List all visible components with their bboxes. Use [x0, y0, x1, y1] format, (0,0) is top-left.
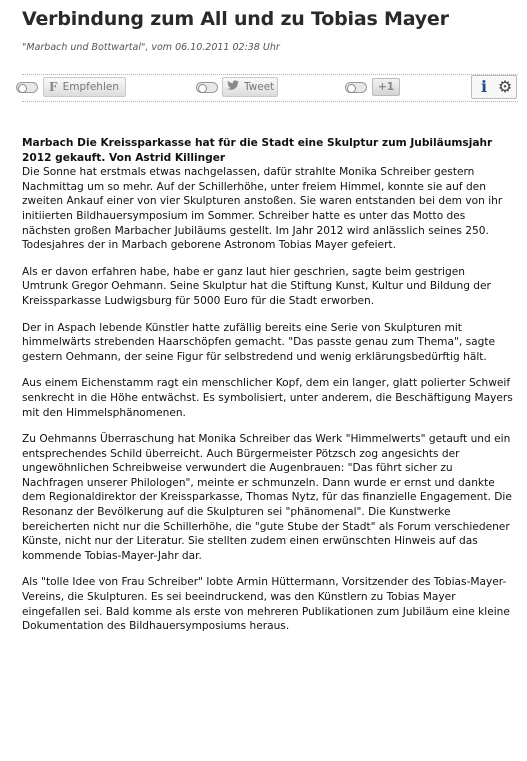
article-paragraph: Die Sonne hat erstmals etwas nachgelassen, dafür strahlte Monika Schreiber gestern Nachmittag um so mehr. Auf der Schillerhöhe, unter freiem Himmel, konnte sie auf den zweiten Ankauf einer von vier Skulpturen anstoßen. Sie waren entstanden bei dem von ihr initiierten Bildhauersymposium im Sommer. Schreiber hatte es unter das Motto des nächsten großen Marbacher Jubiläums gestellt. Im Jahr 2012 wird anlässlich seines 250. Todesjahres der in Marbach geborene Astronom Tobias Mayer gefeiert.: [22, 166, 503, 252]
tweet-label: Tweet: [244, 81, 275, 93]
divider-bottom: [22, 101, 518, 102]
gplus-toggle[interactable]: [345, 82, 367, 93]
article-paragraph: Als "tolle Idee von Frau Schreiber" lobte Armin Hüttermann, Vorsitzender des Tobias-Mayer-Vereins, die Skulpturen. Es sei beeindruckend, was den Künstlern zu Tobias Mayer eingefallen sei. Bald komme als erste von mehreren Publikationen zum Jubiläum eine kleine Dokumentation des Bildhauersymposiums heraus.: [22, 576, 510, 633]
divider-top: [22, 74, 518, 75]
facebook-toggle[interactable]: [16, 82, 38, 93]
info-icon[interactable]: i: [480, 77, 488, 96]
article-paragraph: Zu Oehmanns Überraschung hat Monika Schreiber das Werk "Himmelwerts" getauft und ein entsprechendes Schild überreicht. Auch Bürgermeister Pötzsch zog angesichts der ungewöhnlichen Schreibweise verwundert die Augenbrauen: "Das führt sicher zu Nachfragen unserer Philologen", meinte er schmunzeln. Dann wurde er ernst und dankte dem Regionaldirektor der Kreissparkasse, Thomas Nytz, für das finanzielle Engagement. Die Resonanz der Bevölkerung auf die Skulpturen sei "phänomenal". Die Kunstwerke bereicherten nicht nur die Schillerhöhe, die "gute Stube der Stadt" als Forum verschiedener Künste, nicht nur der Literatur. Sie stellten zudem einen erwünschten Hinweis auf das kommende Tobias-Mayer-Jahr dar.: [22, 433, 512, 562]
settings-box: [471, 75, 517, 99]
article-paragraph: Der in Aspach lebende Künstler hatte zufällig bereits eine Serie von Skulpturen mit himmelwärts strebenden Haarschöpfen gemacht. "Das passte genau zum Thema", sagte gestern Oehmann, der seine Figur für selbstredend und wenig erklärungsbedürftig hält.: [22, 321, 496, 363]
facebook-recommend-label: Empfehlen: [62, 81, 119, 93]
article-meta: "Marbach und Bottwartal", vom 06.10.2011 02:38 Uhr: [22, 42, 280, 53]
article-title: Verbindung zum All und zu Tobias Mayer: [22, 8, 449, 30]
tweet-button[interactable]: [222, 77, 278, 97]
gear-icon[interactable]: ⚙: [497, 77, 513, 96]
social-share-bar: [0, 74, 527, 102]
article-body: [22, 136, 514, 646]
facebook-recommend-button[interactable]: [43, 77, 126, 97]
article-lead: Marbach Die Kreissparkasse hat für die Stadt eine Skulptur zum Jubiläumsjahr 2012 gekauft. Von Astrid Killinger: [22, 137, 493, 164]
twitter-bird-icon: [227, 80, 240, 94]
twitter-toggle[interactable]: [196, 82, 218, 93]
article-paragraph: Als er davon erfahren habe, habe er ganz laut hier geschrien, sagte beim gestrigen Umtrunk Gregor Oehmann. Seine Skulptur hat die Stiftung Kunst, Kultur und Bildung der Kreissparkasse Ludwigsburg für 5000 Euro für die Stadt erworben.: [22, 265, 491, 307]
gplus-button[interactable]: +1: [372, 78, 400, 96]
facebook-icon: F: [49, 80, 58, 94]
article-paragraph: Aus einem Eichenstamm ragt ein menschlicher Kopf, dem ein langer, glatt polierter Schweif senkrecht in die Höhe entwächst. Es symbolisiert, unter anderem, die Beschäftigung Mayers mit den Himmelsphänomenen.: [22, 377, 513, 419]
